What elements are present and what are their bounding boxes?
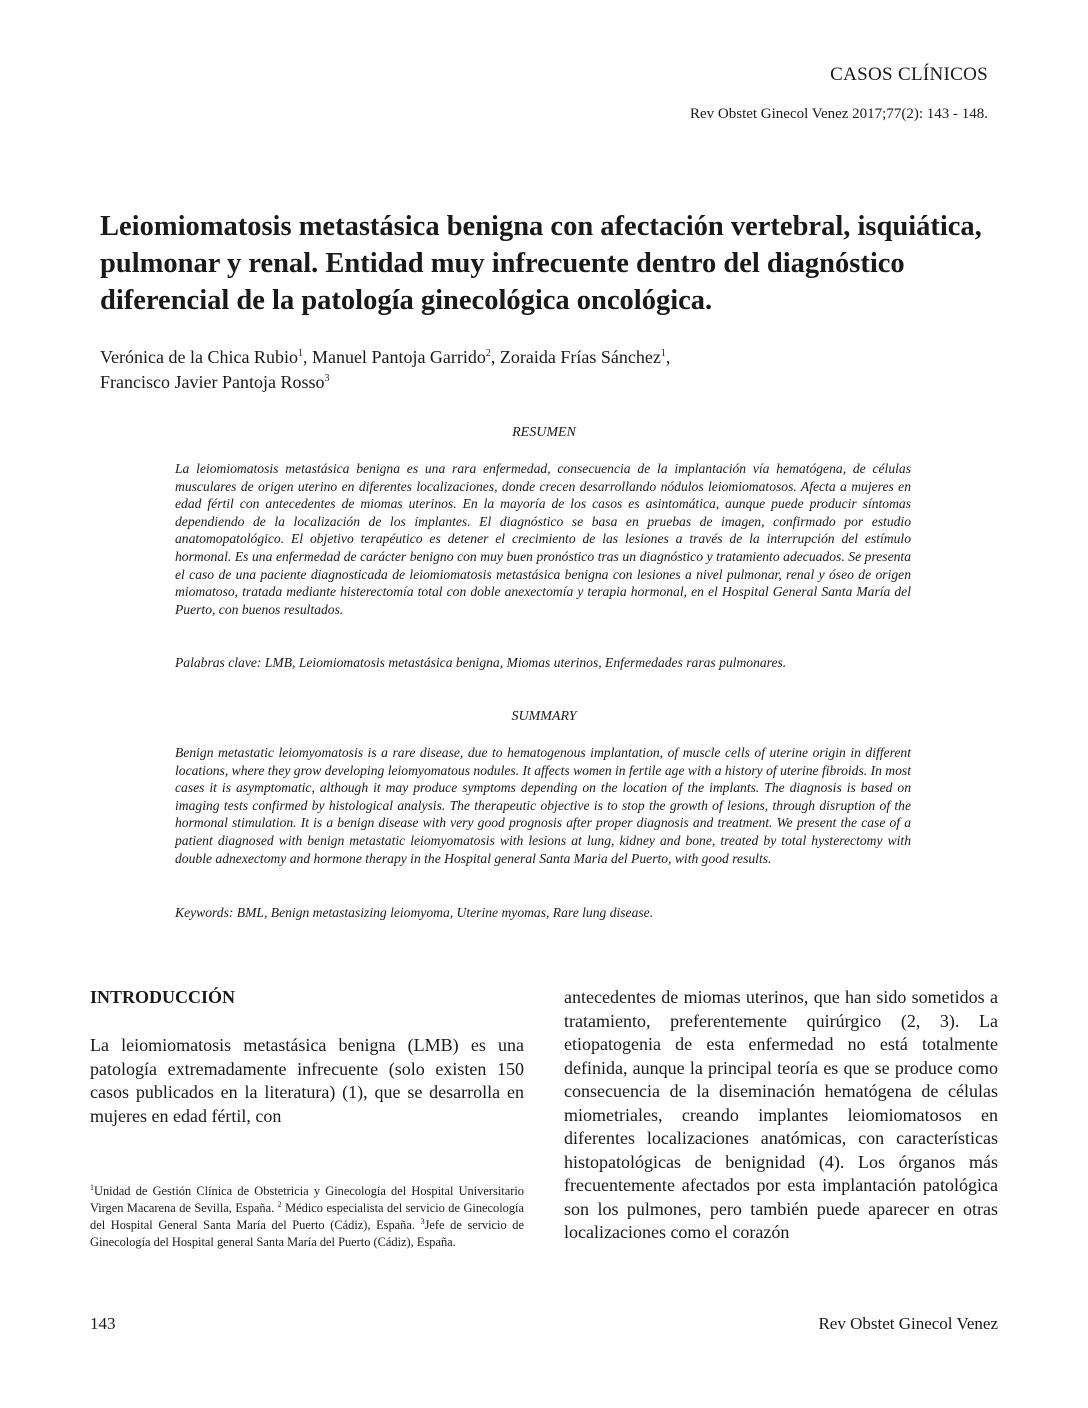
resumen-text: La leiomiomatosis metastásica benigna es una rara enfermedad, consecuencia de la implantación vía hematógena, de células musculares de origen uterino en diferentes localizaciones, donde crecen desarrollando nódulos leiomiomatosos. Afecta a mujeres en edad fértil con antecedentes de miomas uterinos. En la mayoría de los casos es asintomática, aunque puede producir síntomas dependiendo de la localización de los implantes. El diagnóstico se basa en pruebas de imagen, confirmado por estudio anatomopatológico. El objetivo terapéutico es detener el crecimiento de las lesiones a través de la interrupción del estímulo hormonal. Es una enfermedad de carácter benigno con muy buen pronóstico tras un diagnóstico y tratamiento adecuados. Se presenta el caso de una paciente diagnosticada de leiomiomatosis metastásica benigna con lesiones a nivel pulmonar, renal y óseo de origen miomatoso, tratada mediante histerectomía total con doble anexectomía y terapia hormonal, en el Hospital General Santa María del Puerto, con buenos resultados. xyxy=(175,461,911,617)
affiliation-marker: 1 xyxy=(297,348,303,359)
article-title: Leiomiomatosis metastásica benigna con afectación vertebral, isquiática, pulmonar y renal. Entidad muy infrecuente dentro del diagnóstico diferencial de la patología ginecológica oncológica. xyxy=(100,211,982,316)
intro-left-column: La leiomiomatosis metastásica benigna (LMB) es una patología extremadamente infrecuente (solo existen 150 casos publicados en la literatura) (1), que se desarrolla en mujeres en edad fértil, con xyxy=(90,1035,524,1126)
summary-heading: SUMMARY xyxy=(511,709,577,724)
page-number: 143 xyxy=(90,1314,116,1333)
intro-right-column: antecedentes de miomas uterinos, que han sido sometidos a tratamiento, preferentemente quirúrgico (2, 3). La etiopatogenia de esta enfermedad no está totalmente definida, aunque la principal teoría es que se produce como consecuencia de la diseminación hematógena de células miometriales, creando implantes leiomiomatosos en diferentes localizaciones anatómicas, con características histopatológicas de benignidad (4). Los órganos más frecuentemente afectados por esta implantación patológica son los pulmones, pero también puede aparecer en otras localizaciones como el corazón xyxy=(564,987,998,1242)
author-name: Zoraida Frías Sánchez xyxy=(499,347,661,367)
palabras-clave: Palabras clave: LMB, Leiomiomatosis metastásica benigna, Miomas uterinos, Enfermedades raras pulmonares. xyxy=(175,655,787,670)
affiliations-footnote: $^1$Unidad de Gestión Clínica de Obstetricia y Ginecología del Hospital Universitario Virgen Macarena de Sevilla, España. $^2$ Médico especialista del servicio de Ginecología del Hospital General Santa María del Puerto (Cádiz), España. $^3$Jefe de servicio de Ginecología del Hospital general Santa María del Puerto (Cádiz), España. xyxy=(90,1182,524,1249)
resumen-heading: RESUMEN xyxy=(512,425,576,440)
journal-citation: Rev Obstet Ginecol Venez 2017;77(2): 143 - 148. xyxy=(689,106,988,122)
author-name: Manuel Pantoja Garrido xyxy=(311,347,486,367)
keywords: Keywords: BML, Benign metastasizing leiomyoma, Uterine myomas, Rare lung disease. xyxy=(175,905,654,920)
section-label: CASOS CLÍNICOS xyxy=(830,64,988,85)
footer-journal: Rev Obstet Ginecol Venez xyxy=(818,1314,998,1333)
affiliation-marker: 1 xyxy=(660,348,666,359)
intro-heading: INTRODUCCIÓN xyxy=(90,987,236,1007)
author-name: Verónica de la Chica Rubio xyxy=(100,347,298,367)
affiliation-marker: 3 xyxy=(324,373,330,384)
author-name: Francisco Javier Pantoja Rosso xyxy=(100,372,325,392)
affiliation-marker: 2 xyxy=(485,348,491,359)
summary-text: Benign metastatic leiomyomatosis is a rare disease, due to hematogenous implantation, of muscle cells of uterine origin in different locations, where they grow developing leiomyomatous nodules. It affects women in fertile age with a history of uterine fibroids. In most cases it is asymptomatic, although it may produce symptoms depending on the location of the implants. The diagnosis is based on imaging tests confirmed by histological analysis. The therapeutic objective is to stop the growth of lesions, through disruption of the hormonal stimulation. It is a benign disease with very good prognosis after proper diagnosis and treatment. We present the case of a patient diagnosed with benign metastatic leiomyomatosis with lesions at lung, kidney and bone, treated by total hysterectomy with double adnexectomy and hormone therapy in the Hospital general Santa Maria del Puerto, with good results. xyxy=(175,745,911,866)
author-list: Verónica de la Chica Rubio$^1$, Manuel Pantoja Garrido$^2$, Zoraida Frías Sánchez$^1$, Francisco Javier Pantoja Rosso$^3$ xyxy=(100,347,671,392)
